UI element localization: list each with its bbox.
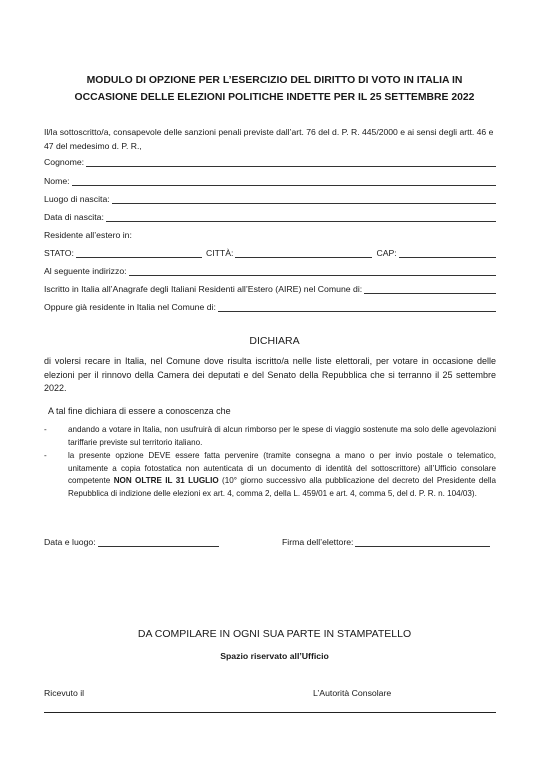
field-row-luogo-nascita [44, 192, 496, 204]
nome-label: Nome: [44, 176, 70, 186]
cognome-field[interactable] [86, 157, 496, 167]
bullet-text [68, 450, 496, 500]
indirizzo-field[interactable] [129, 266, 496, 276]
ricevuto-label: Ricevuto il [44, 688, 85, 698]
bullet-text: andando a votare in Italia, non usufruirà di alcun rimborso per le spese di viaggio sostenute ma solo delle agevolazioni tariffarie previste sul territorio italiano. [68, 425, 496, 447]
data-luogo-label: Data e luogo: [44, 537, 96, 547]
field-row-indirizzo [44, 264, 496, 276]
form-title [40, 72, 509, 106]
cap-label: CAP: [376, 248, 397, 258]
stato-field[interactable] [76, 248, 202, 258]
bullet-item-scadenza [44, 450, 496, 500]
office-reserved-heading: Spazio riservato all’Ufficio [220, 651, 329, 661]
bullet-dash: - [44, 425, 47, 434]
dichiara-paragraph: di volersi recare in Italia, nel Comune dove risulta iscritto/a nelle liste elettorali, per votare in occasione delle elezioni per il rinnovo della Camera dei deputati e del Senato della Repubblica che si terranno il 25 settembre 2022. [44, 356, 496, 393]
luogo-nascita-field[interactable] [112, 194, 496, 204]
dichiara-heading: DICHIARA [249, 335, 300, 347]
cap-field[interactable] [399, 248, 496, 258]
data-nascita-field[interactable] [106, 212, 496, 222]
bullet-text-after: (10° giorno successivo alla pubblicazione del decreto del Presidente della Repubblica di indizione delle elezioni ex art. 4, comma 2, della L. 459/01 e art. 4, comma 5, del d. P. R. n. 104/03). [68, 476, 496, 498]
indirizzo-label: Al seguente indirizzo: [44, 266, 127, 276]
bullet-text-before: la presente opzione DEVE essere fatta pervenire (tramite consegna a mano o per invio postale o telematico, unitamente a copia fotostatica non autenticata di un documento di identità del sottoscrittore) all’Ufficio consolare competente [68, 451, 496, 485]
autorita-consolare-label: L’Autorità Consolare [313, 688, 392, 698]
residente-italia-label: Oppure già residente in Italia nel Comune di: [44, 302, 216, 312]
deadline-bold: NON OLTRE IL 31 LUGLIO [113, 476, 219, 485]
firma-field[interactable] [355, 537, 490, 547]
data-luogo-row [44, 535, 219, 547]
field-row-residente-estero [44, 228, 496, 240]
field-row-stato-citta-cap [44, 246, 496, 258]
firma-label: Firma dell’elettore: [282, 537, 354, 547]
bottom-divider [44, 712, 496, 713]
firma-row [282, 535, 490, 547]
bullet-dash: - [44, 451, 47, 460]
residente-estero-label: Residente all’estero in: [44, 230, 132, 240]
luogo-nascita-label: Luogo di nascita: [44, 194, 110, 204]
field-row-residente-italia [44, 300, 496, 312]
aire-field[interactable] [364, 284, 496, 294]
cognome-label: Cognome: [44, 157, 85, 167]
stato-label: STATO: [44, 248, 74, 258]
aware-statement: A tal fine dichiara di essere a conoscenza che [48, 406, 231, 416]
field-row-cognome [44, 155, 496, 167]
form-title-line-1: MODULO DI OPZIONE PER L’ESERCIZIO DEL DIRITTO DI VOTO IN ITALIA IN [86, 75, 463, 86]
aire-label: Iscritto in Italia all’Anagrafe degli Italiani Residenti all’Estero (AIRE) nel Comune di: [44, 284, 363, 294]
residente-italia-field[interactable] [218, 302, 496, 312]
nome-field[interactable] [72, 176, 496, 186]
field-row-aire [44, 282, 496, 294]
data-luogo-field[interactable] [98, 537, 219, 547]
citta-field[interactable] [235, 248, 372, 258]
form-title-line-2: OCCASIONE DELLE ELEZIONI POLITICHE INDETTE PER IL 25 SETTEMBRE 2022 [74, 92, 475, 103]
bullet-item-rimborso [44, 424, 496, 449]
field-row-data-nascita [44, 210, 496, 222]
field-row-nome [44, 174, 496, 186]
citta-label: CITTÀ: [205, 248, 234, 258]
stampatello-notice: DA COMPILARE IN OGNI SUA PARTE IN STAMPATELLO [137, 628, 412, 640]
intro-paragraph: Il/la sottoscritto/a, consapevole delle sanzioni penali previste dall’art. 76 del d. P. R. 445/2000 e ai sensi degli artt. 46 e 47 del medesimo d. P. R., [44, 127, 494, 151]
data-nascita-label: Data di nascita: [44, 212, 104, 222]
